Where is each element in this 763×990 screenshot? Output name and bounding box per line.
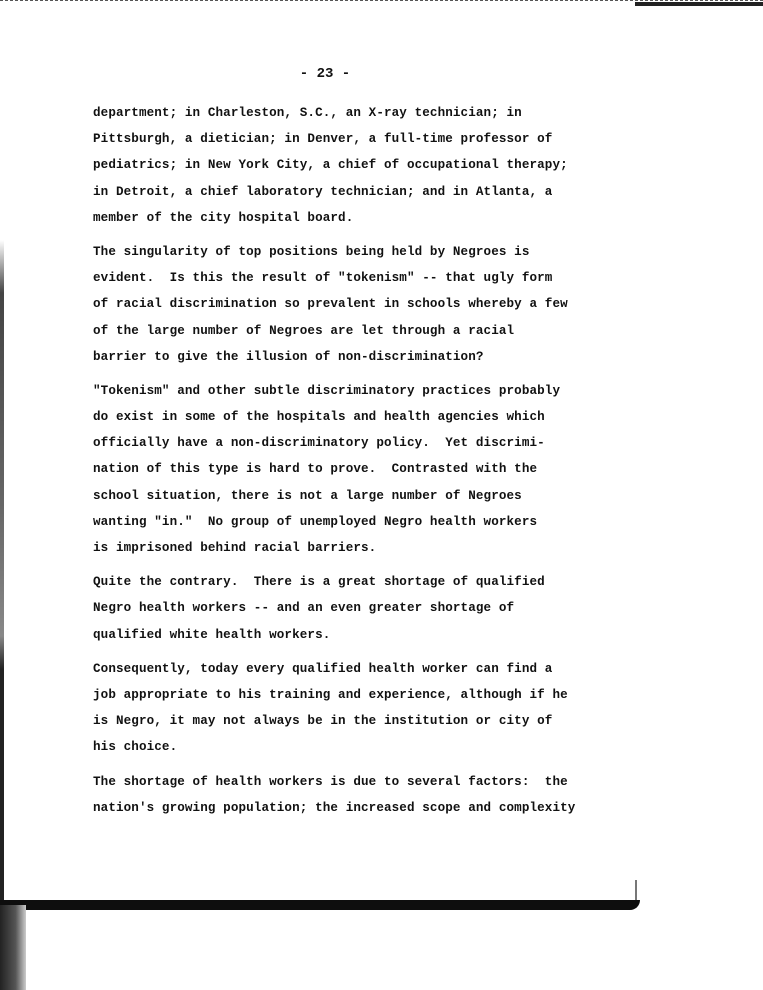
text-line: The shortage of health workers is due to several factors: the bbox=[93, 774, 568, 789]
scan-right-mark bbox=[635, 880, 637, 900]
text-line: nation of this type is hard to prove. Contrasted with the bbox=[93, 462, 538, 477]
text-line: qualified white health workers. bbox=[93, 627, 331, 642]
page-number: - 23 - bbox=[299, 66, 351, 82]
paragraph bbox=[93, 239, 613, 370]
text-line: job appropriate to his training and experience, although if he bbox=[93, 687, 568, 702]
text-line: wanting "in." No group of unemployed Negro health workers bbox=[93, 514, 538, 529]
paragraph bbox=[93, 378, 613, 561]
scan-left-edge bbox=[0, 240, 4, 900]
paragraph bbox=[93, 100, 613, 231]
text-line: in Detroit, a chief laboratory technician; and in Atlanta, a bbox=[93, 184, 553, 199]
text-line: evident. Is this the result of "tokenism" -- that ugly form bbox=[93, 271, 553, 286]
text-line: Consequently, today every qualified health worker can find a bbox=[93, 661, 553, 676]
scan-bottom-left-shadow bbox=[0, 905, 26, 990]
scan-bottom-band bbox=[0, 900, 640, 910]
paragraph bbox=[93, 569, 613, 648]
text-line: school situation, there is not a large number of Negroes bbox=[93, 488, 522, 503]
text-line: Pittsburgh, a dietician; in Denver, a full-time professor of bbox=[93, 132, 553, 147]
scan-top-bar bbox=[635, 2, 763, 6]
text-line: pediatrics; in New York City, a chief of occupational therapy; bbox=[93, 158, 568, 173]
paragraph bbox=[93, 769, 613, 821]
text-line: "Tokenism" and other subtle discriminatory practices probably bbox=[93, 383, 561, 398]
text-line: barrier to give the illusion of non-discrimination? bbox=[93, 349, 484, 364]
text-line: of racial discrimination so prevalent in schools whereby a few bbox=[93, 297, 568, 312]
paragraph bbox=[93, 656, 613, 761]
text-line: officially have a non-discriminatory policy. Yet discrimi- bbox=[93, 436, 545, 451]
text-line: do exist in some of the hospitals and health agencies which bbox=[93, 410, 545, 425]
text-line: Quite the contrary. There is a great shortage of qualified bbox=[93, 575, 545, 590]
text-line: is imprisoned behind racial barriers. bbox=[93, 541, 377, 555]
text-line: of the large number of Negroes are let through a racial bbox=[93, 323, 515, 338]
body-text bbox=[93, 100, 613, 829]
text-line: Negro health workers -- and an even greater shortage of bbox=[93, 601, 515, 616]
text-line: his choice. bbox=[93, 740, 178, 755]
text-line: is Negro, it may not always be in the institution or city of bbox=[93, 714, 553, 729]
text-line: department; in Charleston, S.C., an X-ray technician; in bbox=[93, 106, 522, 120]
text-line: nation's growing population; the increased scope and complexity bbox=[93, 800, 576, 815]
text-line: The singularity of top positions being held by Negroes is bbox=[93, 244, 530, 259]
text-line: member of the city hospital board. bbox=[93, 210, 354, 225]
